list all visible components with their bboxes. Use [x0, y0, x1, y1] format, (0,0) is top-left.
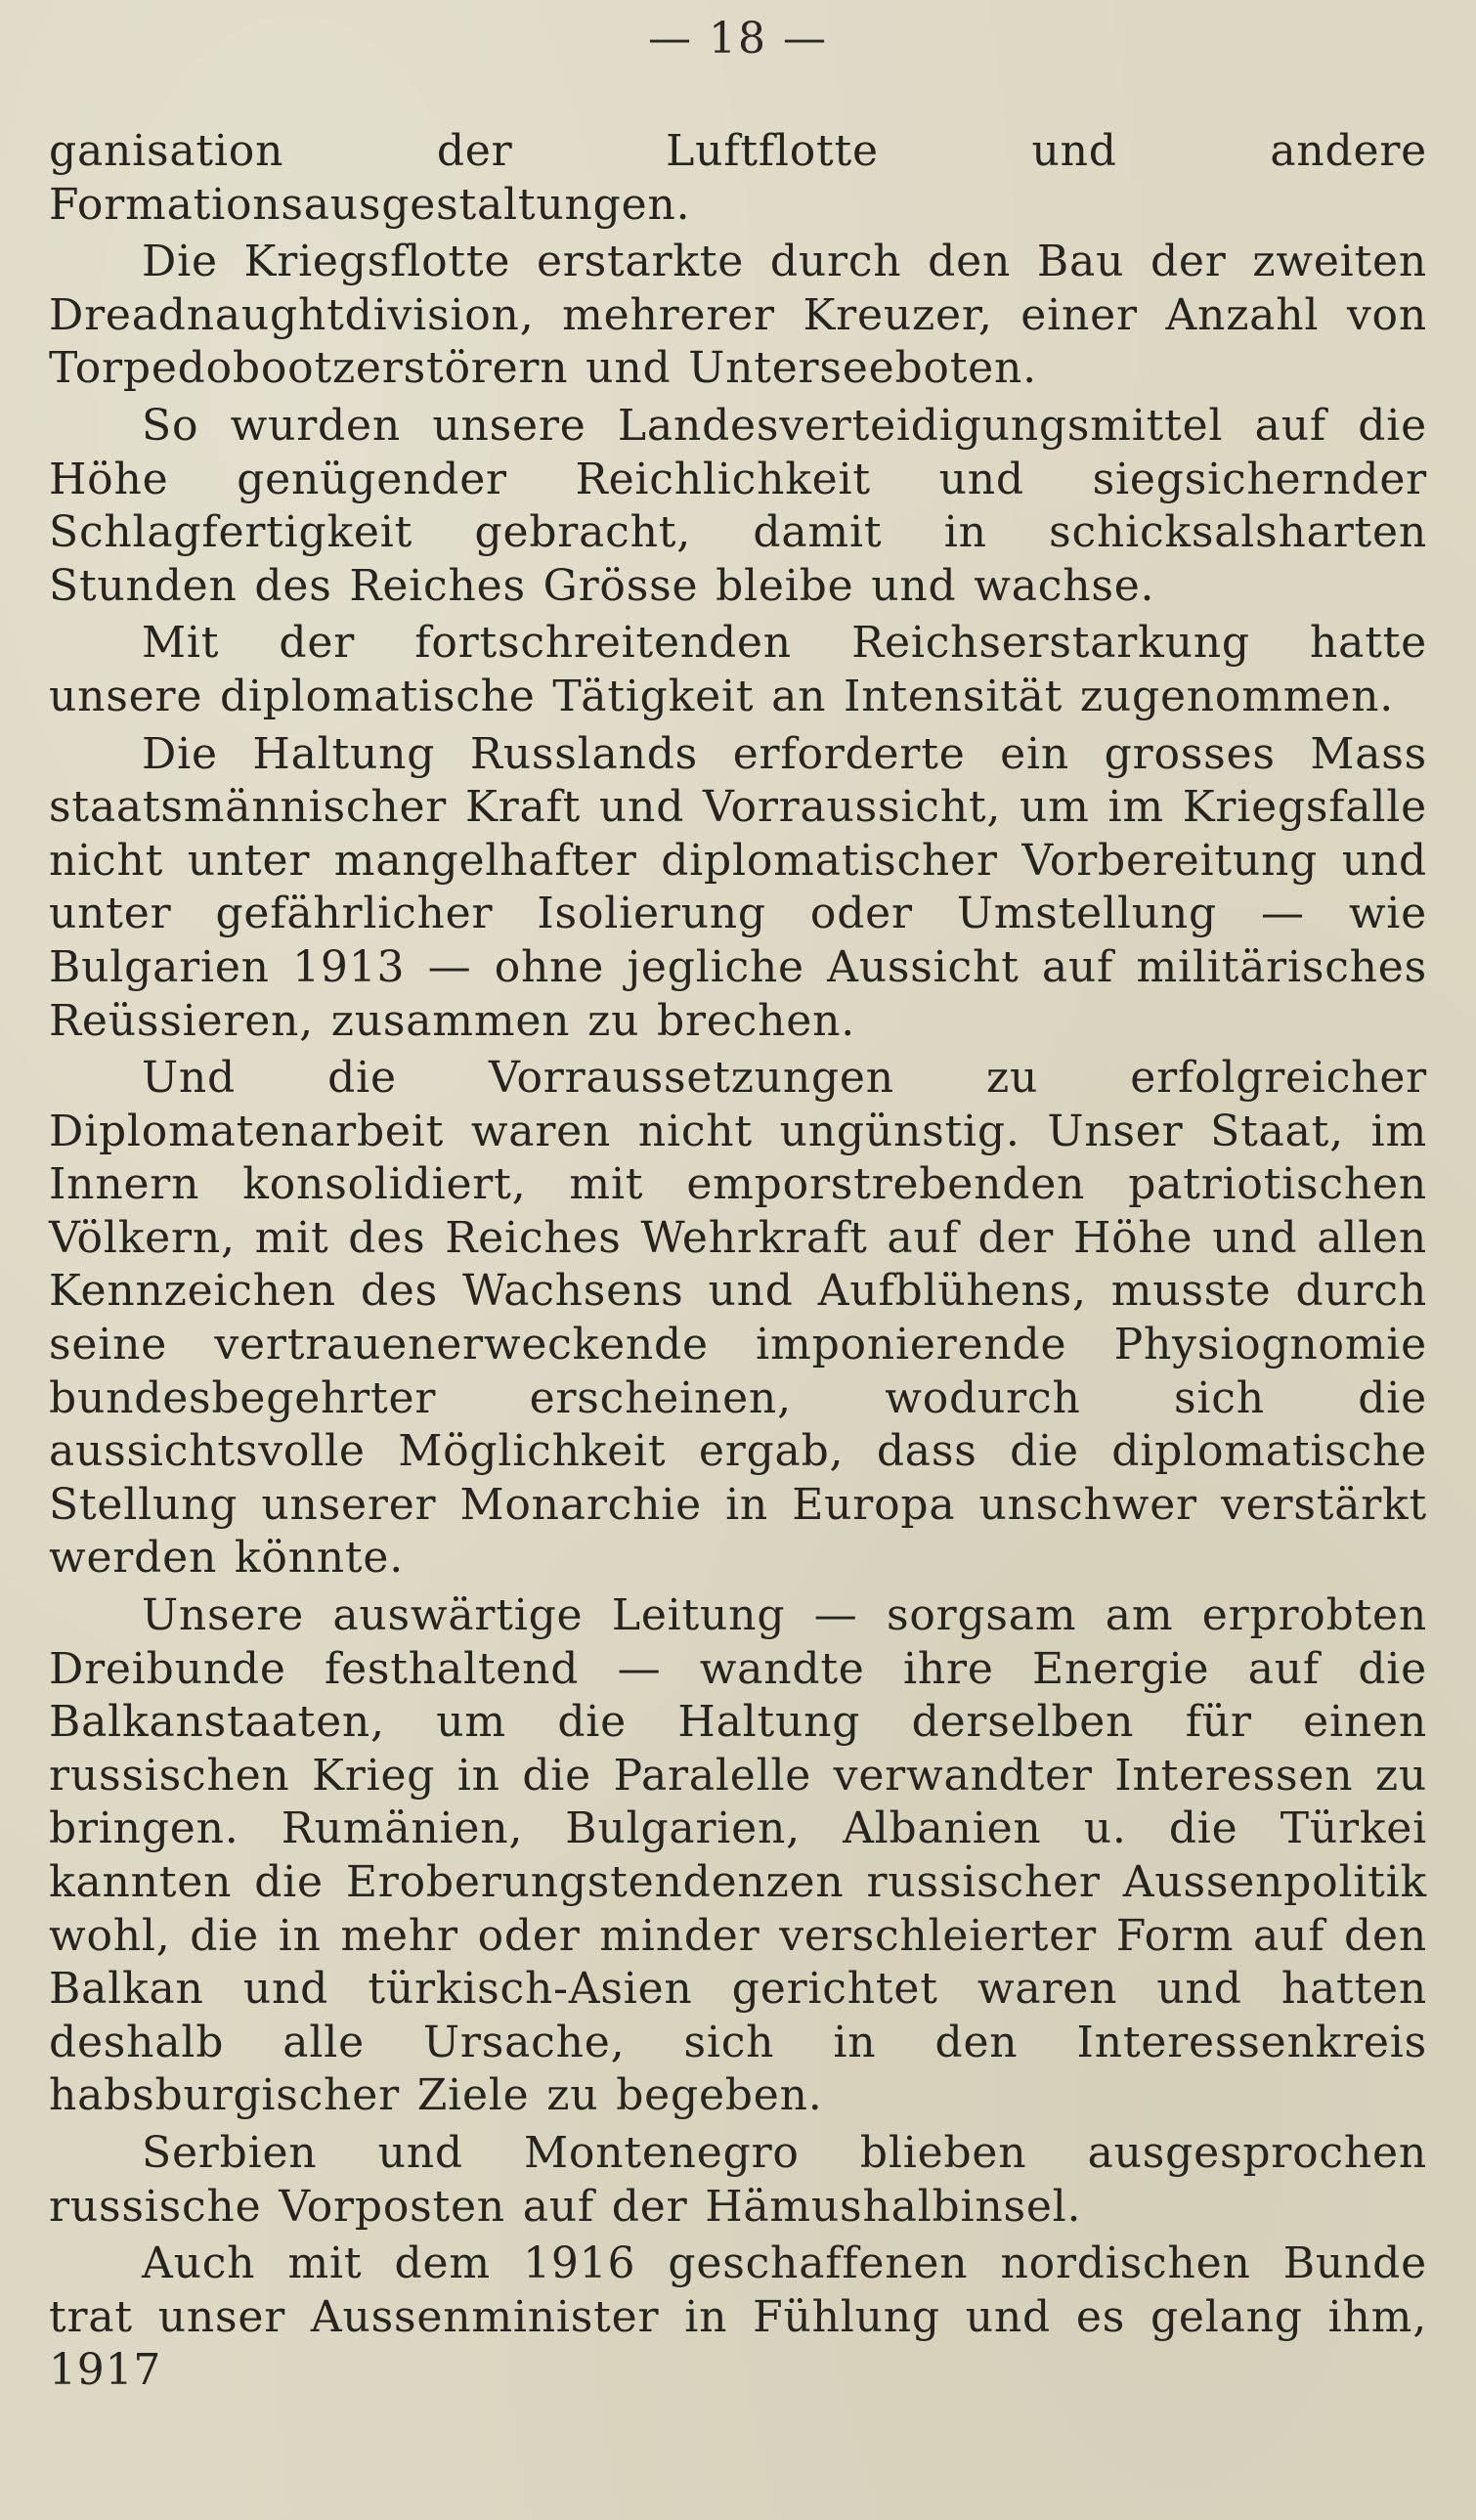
- paragraph-serbien: Serbien und Montenegro blieben ausgesprochen russische Vorposten auf der Hämushalbinsel.: [49, 2127, 1427, 2232]
- paragraph-diplomatie: Mit der fortschreitenden Reichserstarkung hatte unsere diplomatische Tätigkeit an Intensität zugenommen.: [49, 618, 1427, 721]
- paragraph-continuation: ganisation der Luftflotte und andere Formationsausgestaltungen.: [49, 126, 1427, 230]
- body-text: [49, 125, 1427, 2398]
- paragraph-vorraussetzungen: Und die Vorraussetzungen zu erfolgreicher Diplomatenarbeit waren nicht ungünstig. Unser Staat, im Innern konsolidiert, mit emporstrebenden patriotischen Völkern, mit des Reiches Wehrkraft auf der Höhe und allen Kennzeichen des Wachsens und Aufblühens, musste durch seine vertrauenerweckende imponierende Physiognomie bundesbegehrter erscheinen, wodurch sich die aussichtsvolle Möglichkeit ergab, dass die diplomatische Stellung unserer Monarchie in Europa unschwer verstärkt werden könnte.: [49, 1053, 1427, 1584]
- paragraph-russland: Die Haltung Russlands erforderte ein grosses Mass staatsmännischer Kraft und Vorraussicht, um im Kriegsfalle nicht unter mangelhafter diplomatischer Vorbereitung und unter gefährlicher Isolierung oder Umstellung — wie Bulgarien 1913 — ohne jegliche Aussicht auf militärisches Reüssieren, zusammen zu brechen.: [49, 728, 1427, 1046]
- paragraph-auswaertige-leitung: Unsere auswärtige Leitung — sorgsam am erprobten Dreibunde festhaltend — wandte ihre Energie auf die Balkanstaaten, um die Haltung derselben für einen russischen Krieg in die Paralelle verwandter Interessen zu bringen. Rumänien, Bulgarien, Albanien u. die Türkei kannten die Eroberungstendenzen russischer Aussenpolitik wohl, die in mehr oder minder verschleierter Form auf den Balkan und türkisch-Asien gerichtet waren und hatten deshalb alle Ursache, sich in den Interessenkreis habsburgischer Ziele zu begeben.: [49, 1590, 1427, 2121]
- paragraph-landesverteidigung: So wurden unsere Landesverteidigungsmittel auf die Höhe genügender Reichlichkeit und siegsichernder Schlagfertigkeit gebracht, damit in schicksalsharten Stunden des Reiches Grösse bleibe und wachse.: [49, 400, 1427, 611]
- paragraph-nordischer-bund: Auch mit dem 1916 geschaffenen nordischen Bunde trat unser Aussenminister in Fühlung und es gelang ihm, 1917: [49, 2238, 1427, 2396]
- paragraph-kriegsflotte: Die Kriegsflotte erstarkte durch den Bau der zweiten Dreadnaughtdivision, mehrerer Kreuzer, einer Anzahl von Torpedobootzerstörern und Unterseeboten.: [49, 237, 1427, 394]
- page-number: — 18 —: [648, 14, 828, 64]
